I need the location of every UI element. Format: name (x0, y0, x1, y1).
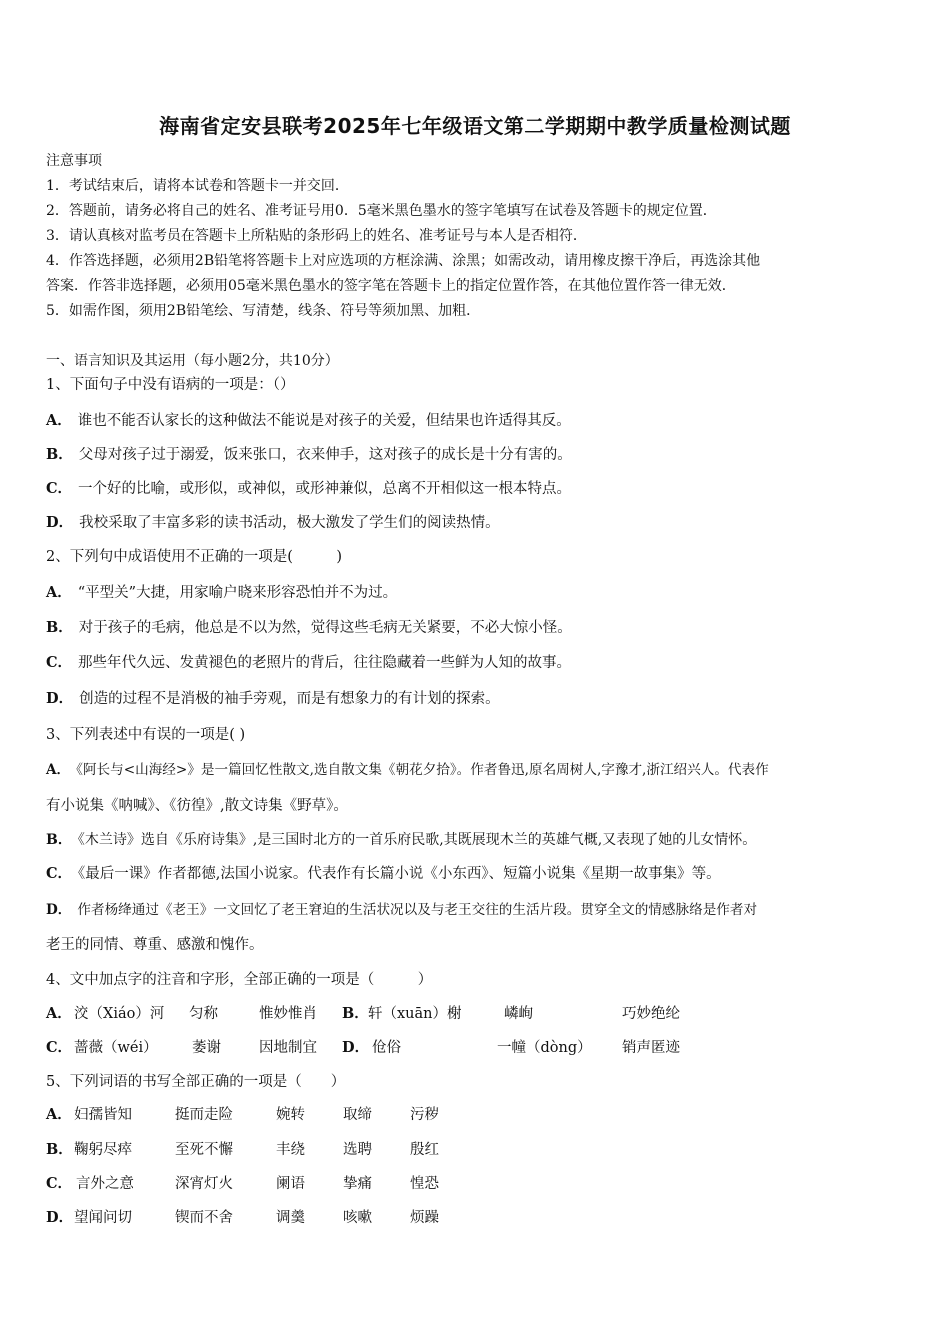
option-text: 对于孩子的毛病，他总是不以为然，觉得这些毛病无关紧要，不必大惊小怪。 (78, 620, 572, 636)
option-1a (46, 411, 571, 431)
option-cell: 嶙峋 (504, 1006, 533, 1022)
option-cell: 巧妙绝纶 (622, 1006, 680, 1022)
option-label: D． (46, 1209, 74, 1226)
option-3a (46, 760, 769, 780)
option-cell: 萎谢 (192, 1040, 221, 1056)
option-label: D． (46, 902, 72, 918)
option-cell: 轩（xuān）榭 (368, 1006, 462, 1022)
option-cell: 咳嗽 (343, 1210, 372, 1226)
notice-item: 4．作答选择题，必须用2B铅笔将答题卡上对应选项的方框涂满、涂黑；如需改动，请用橡皮擦干净后，再选涂其他 (46, 253, 761, 269)
option-label: D． (46, 690, 74, 707)
option-cell: 惶恐 (410, 1176, 439, 1192)
option-label: C． (46, 480, 73, 497)
option-cell: 蔷薇（wéi） (74, 1040, 158, 1056)
option-3c (46, 864, 721, 884)
option-cell: 丰绕 (276, 1142, 305, 1158)
option-cell: 调羹 (276, 1210, 305, 1226)
page-title: 海南省定安县联考2025年七年级语文第二学期期中教学质量检测试题 (159, 114, 791, 138)
option-cell: 一幢（dòng） (497, 1040, 592, 1056)
option-2c (46, 653, 571, 673)
option-cell: 婉转 (276, 1107, 305, 1123)
option-text: 谁也不能否认家长的这种做法不能说是对孩子的关爱，但结果也许适得其反。 (77, 413, 571, 429)
option-label: C． (46, 865, 73, 882)
option-text: 一个好的比喻，或形似，或神似，或形神兼似，总离不开相似这一根本特点。 (78, 481, 572, 497)
option-text: 父母对孩子过于溺爱，饭来张口，衣来伸手，这对孩子的成长是十分有害的。 (78, 447, 572, 463)
option-cell: 挚痛 (343, 1176, 372, 1192)
option-text: 《木兰诗》选自《乐府诗集》,是三国时北方的一首乐府民歌,其既展现木兰的英雄气概,又表现了她的儿女情怀。 (77, 832, 757, 848)
option-cell: 阑语 (276, 1176, 305, 1192)
option-cell: 挺而走险 (175, 1107, 233, 1123)
option-cell: 伧俗 (372, 1040, 401, 1056)
option-text: 《最后一课》作者都德,法国小说家。代表作有长篇小说《小东西》、短篇小说集《星期一故事集》等。 (78, 866, 721, 882)
notice-item: 2．答题前，请务必将自己的姓名、准考证号用0．5毫米黑色墨水的签字笔填写在试卷及答题卡的规定位置． (46, 203, 717, 219)
option-cell: 匀称 (189, 1006, 218, 1022)
option-cell: 取缔 (343, 1107, 372, 1123)
option-label: A． (46, 1106, 72, 1123)
option-label: C． (46, 1039, 73, 1056)
question-stem-1: 1、下面句子中没有语病的一项是：（） (46, 377, 295, 393)
option-cell: 洨（Xiáo）河 (74, 1006, 165, 1022)
option-label: C． (46, 1175, 73, 1192)
option-label: A． (46, 762, 71, 778)
option-3b (46, 830, 756, 850)
option-1d (46, 513, 500, 533)
question-stem-4: 4、文中加点字的注音和字形，全部正确的一项是（ ） (46, 972, 433, 988)
notice-item: 5．如需作图，须用2B铅笔绘、写清楚，线条、符号等须加黑、加粗． (46, 303, 481, 319)
option-text: 作者杨绛通过《老王》一文回忆了老王窘迫的生活状况以及与老王交往的生活片段。贯穿全文的情感脉络是作者对 (77, 902, 758, 918)
option-3d-cont: 老王的同情、尊重、感激和愧作。 (46, 937, 264, 953)
option-cell: 鞠躬尽瘁 (74, 1142, 132, 1158)
option-3a-cont: 有小说集《呐喊》、《彷徨》,散文诗集《野草》。 (46, 798, 348, 814)
option-2b (46, 618, 572, 638)
option-label: D． (46, 514, 74, 531)
option-text: 《阿长与<山海经>》是一篇回忆性散文,选自散文集《朝花夕拾》。作者鲁迅,原名周树人,字豫才,浙江绍兴人。代表作 (76, 762, 769, 778)
option-cell: 烦躁 (410, 1210, 439, 1226)
option-1b (46, 445, 572, 465)
option-cell: 锲而不舍 (175, 1210, 233, 1226)
option-cell: 至死不懈 (175, 1142, 233, 1158)
question-stem-3: 3、下列表述中有误的一项是( ) (46, 727, 246, 743)
option-2a (46, 583, 397, 603)
option-label: B． (46, 446, 73, 463)
option-cell: 殷红 (410, 1142, 439, 1158)
option-label: D． (342, 1039, 370, 1056)
option-label: A． (46, 412, 72, 429)
option-cell: 污秽 (410, 1107, 439, 1123)
option-cell: 销声匿迹 (622, 1040, 680, 1056)
option-cell: 选聘 (343, 1142, 372, 1158)
option-cell: 望闻问切 (74, 1210, 132, 1226)
option-3d (46, 900, 757, 920)
option-cell: 因地制宜 (259, 1040, 317, 1056)
option-label: A． (46, 1005, 72, 1022)
option-cell: 妇孺皆知 (74, 1107, 132, 1123)
option-label: B． (46, 619, 73, 636)
option-text: 那些年代久远、发黄褪色的老照片的背后，往往隐藏着一些鲜为人知的故事。 (78, 655, 572, 671)
option-cell: 惟妙惟肖 (259, 1006, 317, 1022)
option-label: C． (46, 654, 73, 671)
section-heading: 一、语言知识及其运用（每小题2分，共10分） (46, 353, 339, 369)
option-2d (46, 689, 500, 709)
option-text: “平型关”大捷，用家喻户晓来形容恐怕并不为过。 (77, 585, 398, 601)
option-label: B． (46, 832, 72, 848)
notice-heading: 注意事项 (46, 153, 102, 169)
option-1c (46, 479, 571, 499)
option-label: B． (342, 1005, 369, 1022)
question-stem-5: 5、下列词语的书写全部正确的一项是（ ） (46, 1074, 346, 1090)
option-cell: 言外之意 (76, 1176, 134, 1192)
notice-item: 1．考试结束后，请将本试卷和答题卡一并交回． (46, 178, 349, 194)
option-text: 我校采取了丰富多彩的读书活动，极大激发了学生们的阅读热情。 (79, 515, 500, 531)
option-label: B． (46, 1141, 73, 1158)
notice-item: 3．请认真核对监考员在答题卡上所粘贴的条形码上的姓名、准考证号与本人是否相符． (46, 228, 587, 244)
option-text: 创造的过程不是消极的袖手旁观，而是有想象力的有计划的探索。 (79, 691, 500, 707)
option-label: A． (46, 584, 72, 601)
option-cell: 深宵灯火 (175, 1176, 233, 1192)
notice-item: 答案．作答非选择题，必须用05毫米黑色墨水的签字笔在答题卡上的指定位置作答，在其他位置作答一律无效． (46, 278, 736, 294)
question-stem-2: 2、下列句中成语使用不正确的一项是( ) (46, 549, 343, 565)
